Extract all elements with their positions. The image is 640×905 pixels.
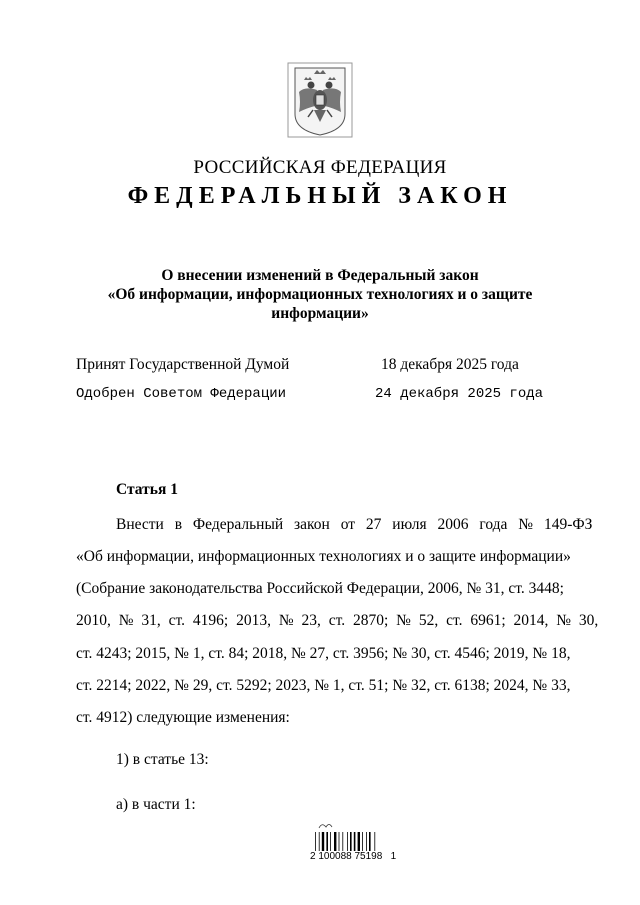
article-line	[116, 515, 593, 535]
duma-adoption-label: Принят Государственной Думой	[76, 356, 290, 373]
article-line: ст. 4912) следующие изменения:	[76, 709, 290, 726]
barcode-bar	[334, 832, 336, 851]
council-approval-date: 24 декабря 2025 года	[375, 386, 544, 402]
document-type: ФЕДЕРАЛЬНЫЙ ЗАКОН	[127, 183, 513, 209]
council-approval-label: Одобрен Советом Федерации	[76, 386, 287, 402]
barcode-bar	[358, 832, 360, 851]
barcode-bar	[350, 832, 352, 851]
article-line: «Об информации, информационных технологиях и о защите информации»	[76, 548, 571, 565]
article-line: (Собрание законодательства Российской Федерации, 2006, № 31, ст. 3448;	[76, 580, 564, 597]
barcode-number: 2 100088 75198 1	[310, 851, 397, 862]
barcode-icon	[313, 822, 393, 852]
barcode-bar	[354, 832, 356, 851]
barcode-bar	[315, 832, 316, 851]
russian-coat-of-arms-icon	[287, 62, 353, 138]
article-line: 2010, № 31, ст. 4196; 2013, № 23, ст. 2870; № 52, ст. 6961; 2014, № 30,	[76, 612, 599, 629]
barcode-bar	[347, 832, 348, 851]
article-line-text: Внести в Федеральный закон от 27 июля 2006 года № 149-ФЗ	[116, 516, 593, 533]
law-title-line: информации»	[271, 305, 369, 322]
article-heading: Статья 1	[116, 481, 178, 498]
law-title-line: «Об информации, информационных технологиях и о защите	[107, 286, 533, 303]
barcode-bar	[362, 832, 363, 851]
list-item: а) в части 1:	[116, 796, 196, 813]
barcode-bar	[366, 832, 367, 851]
law-title-line: О внесении изменений в Федеральный закон	[161, 267, 479, 284]
article-line: ст. 4243; 2015, № 1, ст. 84; 2018, № 27, ст. 3956; № 30, ст. 4546; 2019, № 18,	[76, 645, 571, 662]
barcode-bar	[330, 832, 331, 851]
barcode-bar	[322, 832, 324, 851]
duma-adoption-date: 18 декабря 2025 года	[381, 356, 519, 373]
barcode-bar	[374, 832, 375, 851]
barcode-bar	[319, 832, 320, 851]
law-title	[90, 266, 550, 323]
country-name: РОССИЙСКАЯ ФЕДЕРАЦИЯ	[193, 157, 447, 178]
article-line: ст. 2214; 2022, № 29, ст. 5292; 2023, № 1, ст. 51; № 32, ст. 6138; 2024, № 33,	[76, 677, 571, 694]
barcode-bar	[342, 832, 343, 851]
barcode-bar	[339, 832, 340, 851]
barcode-bar	[326, 832, 328, 851]
list-item: 1) в статье 13:	[116, 751, 209, 768]
barcode-bar	[369, 832, 371, 851]
